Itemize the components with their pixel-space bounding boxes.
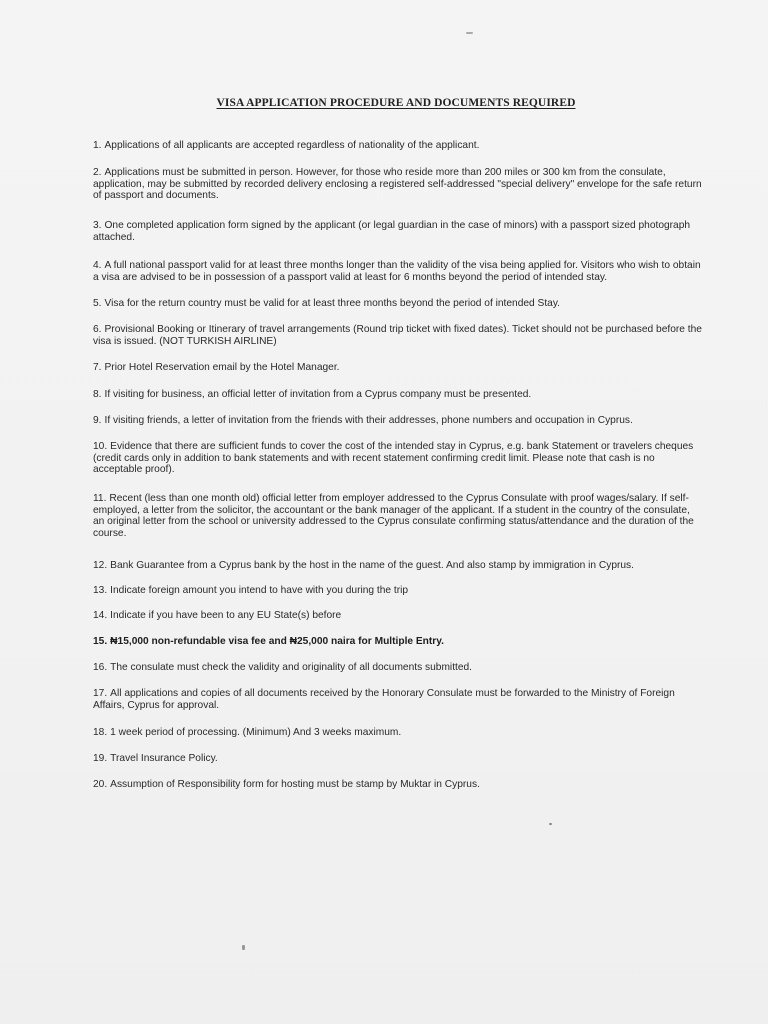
list-item: 5. Visa for the return country must be valid for at least three months beyond the period of intended Stay. <box>93 298 560 309</box>
list-item: 19. Travel Insurance Policy. <box>93 753 218 764</box>
scan-speck <box>549 823 552 825</box>
list-item: 20. Assumption of Responsibility form for hosting must be stamp by Muktar in Cyprus. <box>93 779 480 790</box>
list-item: 10. Evidence that there are sufficient funds to cover the cost of the intended stay in Cyprus, e.g. bank Statement or travelers cheques (credit cards only in addition to bank statements and with recent statement confirming credit limit. Please note that cash is no acceptable proof). <box>93 441 694 476</box>
list-item: 9. If visiting friends, a letter of invitation from the friends with their addresses, phone numbers and occupation in Cyprus. <box>93 415 633 426</box>
list-item: 14. Indicate if you have been to any EU State(s) before <box>93 610 342 621</box>
list-item: 15. ₦15,000 non-refundable visa fee and ₦25,000 naira for Multiple Entry. <box>93 636 445 647</box>
list-item: 8. If visiting for business, an official letter of invitation from a Cyprus company must be presented. <box>93 389 532 400</box>
list-item: 6. Provisional Booking or Itinerary of travel arrangements (Round trip ticket with fixed dates). Ticket should not be purchased before the visa is issued. (NOT TURKISH AIRLINE) <box>93 324 702 347</box>
list-item: 3. One completed application form signed by the applicant (or legal guardian in the case of minors) with a passport sized photograph attached. <box>93 220 691 243</box>
list-item: 11. Recent (less than one month old) official letter from employer addressed to the Cyprus Consulate with proof wages/salary. If self-employed, a letter from the solicitor, the accountant or the bank manager of the applicant. If a student in the country of the consulate, an original letter from the school or university addressed to the Cyprus consulate confirming status/attendance and the duration of the course. <box>93 493 694 539</box>
list-item: 17. All applications and copies of all documents received by the Honorary Consulate must be forwarded to the Ministry of Foreign Affairs, Cyprus for approval. <box>93 688 675 711</box>
list-item: 1. Applications of all applicants are accepted regardless of nationality of the applicant. <box>93 140 480 151</box>
list-item: 2. Applications must be submitted in person. However, for those who reside more than 200 miles or 300 km from the consulate, application, may be submitted by recorded delivery enclosing a registered self-addressed "special delivery" envelope for the safe return of passport and documents. <box>93 167 702 202</box>
list-item: 16. The consulate must check the validity and originality of all documents submitted. <box>93 662 473 673</box>
list-item: 4. A full national passport valid for at least three months longer than the validity of the visa being applied for. Visitors who wish to obtain a visa are advised to be in possession of a passport valid at least for 6 months beyond the period of intended stay. <box>93 260 701 283</box>
list-item: 7. Prior Hotel Reservation email by the Hotel Manager. <box>93 362 340 373</box>
list-item: 13. Indicate foreign amount you intend to have with you during the trip <box>93 585 409 596</box>
scan-speck <box>242 945 245 950</box>
document-title: VISA APPLICATION PROCEDURE AND DOCUMENTS REQUIRED <box>216 97 576 109</box>
scan-speck <box>466 32 473 34</box>
list-item: 18. 1 week period of processing. (Minimum) And 3 weeks maximum. <box>93 727 402 738</box>
list-item: 12. Bank Guarantee from a Cyprus bank by the host in the name of the guest. And also stamp by immigration in Cyprus. <box>93 560 634 571</box>
